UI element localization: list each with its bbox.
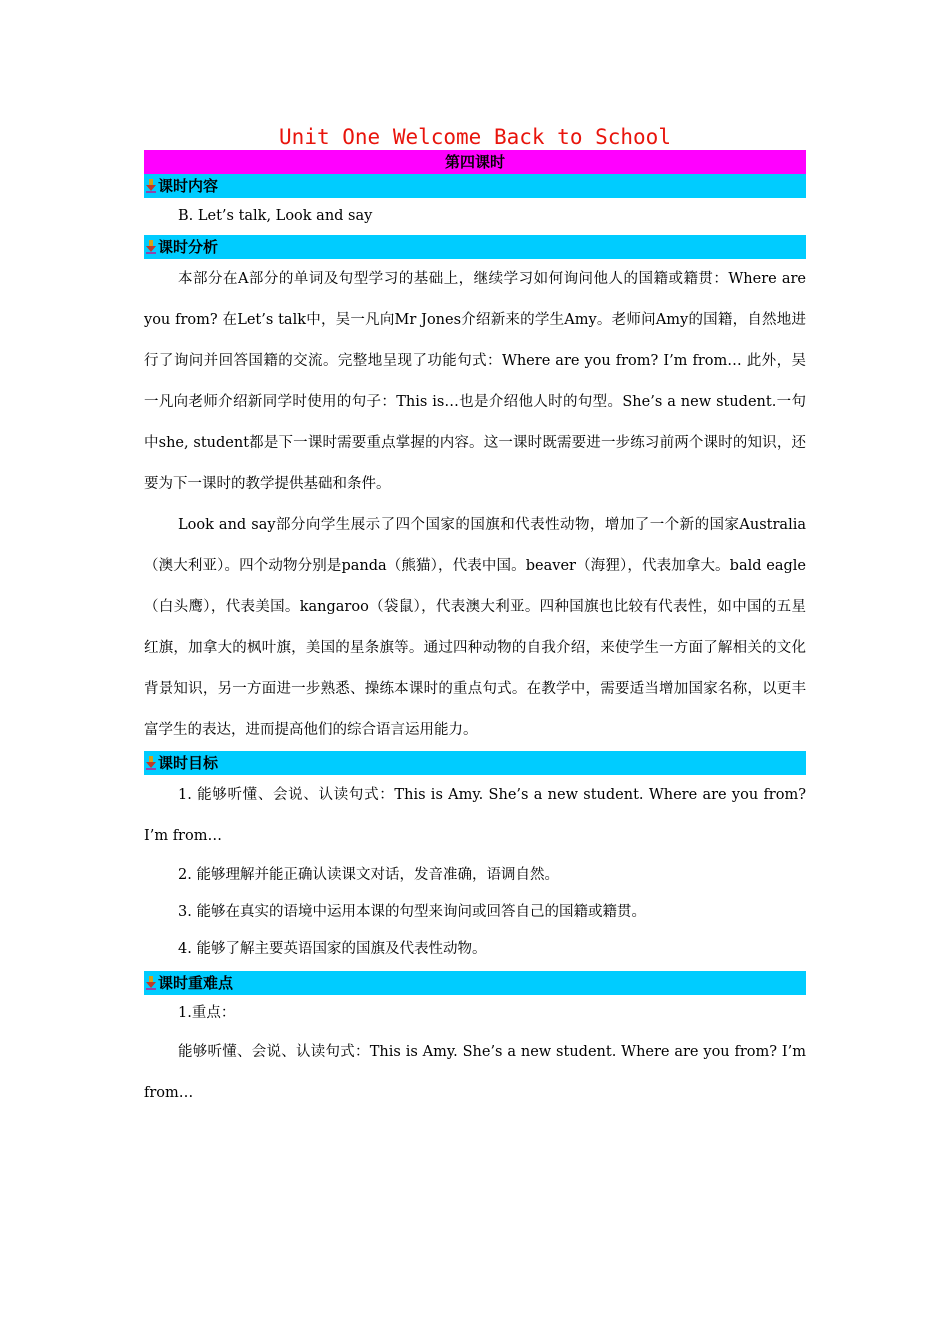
section-header-content (144, 174, 806, 198)
section-header-goals (144, 751, 806, 775)
document-title: Unit One Welcome Back to School (279, 125, 671, 149)
document-page (144, 122, 806, 1114)
content-text: B. Let’s talk, Look and say (178, 208, 373, 224)
arrow-down-icon (146, 240, 156, 254)
goal-item: 3. 能够在真实的语境中运用本课的句型来询问或回答自己的国籍或籍贯。 (178, 904, 646, 920)
keypoints-text: 能够听懂、会说、认读句式：This is Amy. She’s a new student. Where are you from? I’m from… (144, 1044, 806, 1101)
goal-item: 4. 能够了解主要英语国家的国旗及代表性动物。 (178, 941, 487, 957)
section-heading: 课时内容 (158, 177, 219, 195)
goal-item: 1. 能够听懂、会说、认读句式：This is Amy. She’s a new student. Where are you from? I’m from… (144, 787, 806, 844)
analysis-paragraph: 本部分在A部分的单词及句型学习的基础上，继续学习如何询问他人的国籍或籍贯：Where are you from? 在Let’s talk中，吴一凡向Mr Jones介绍新来的学生Amy。老师问Amy的国籍，自然地进行了询问并回答国籍的交流。完整地呈现了功能句式：Where are you from? I’m from… 此外，吴一凡向老师介绍新同学时使用的句子：This is…也是介绍他人时的句型。She’s a new student.一句中she, student都是下一课时需要重点掌握的内容。这一课时既需要进一步练习前两个课时的知识，还要为下一课时的教学提供基础和条件。 (144, 271, 806, 492)
section-heading: 课时分析 (158, 238, 219, 256)
keypoints-label: 1.重点： (178, 1005, 236, 1021)
section-heading: 课时目标 (158, 754, 219, 772)
analysis-paragraph: Look and say部分向学生展示了四个国家的国旗和代表性动物，增加了一个新的国家Australia（澳大利亚）。四个动物分别是panda（熊猫），代表中国。beaver（海狸），代表加拿大。bald eagle（白头鹰），代表美国。kangaroo（袋鼠），代表澳大利亚。四种国旗也比较有代表性，如中国的五星红旗，加拿大的枫叶旗，美国的星条旗等。通过四种动物的自我介绍，来使学生一方面了解相关的文化背景知识，另一方面进一步熟悉、操练本课时的重点句式。在教学中，需要适当增加国家名称，以更丰富学生的表达，进而提高他们的综合语言运用能力。 (144, 517, 806, 738)
arrow-down-icon (146, 756, 156, 770)
section-header-analysis (144, 235, 806, 259)
lesson-banner: 第四课时 (144, 150, 806, 174)
goal-item: 2. 能够理解并能正确认读课文对话，发音准确，语调自然。 (178, 867, 559, 883)
arrow-down-icon (146, 976, 156, 990)
section-heading: 课时重难点 (158, 974, 234, 992)
arrow-down-icon (146, 179, 156, 193)
section-header-keypoints (144, 971, 806, 995)
